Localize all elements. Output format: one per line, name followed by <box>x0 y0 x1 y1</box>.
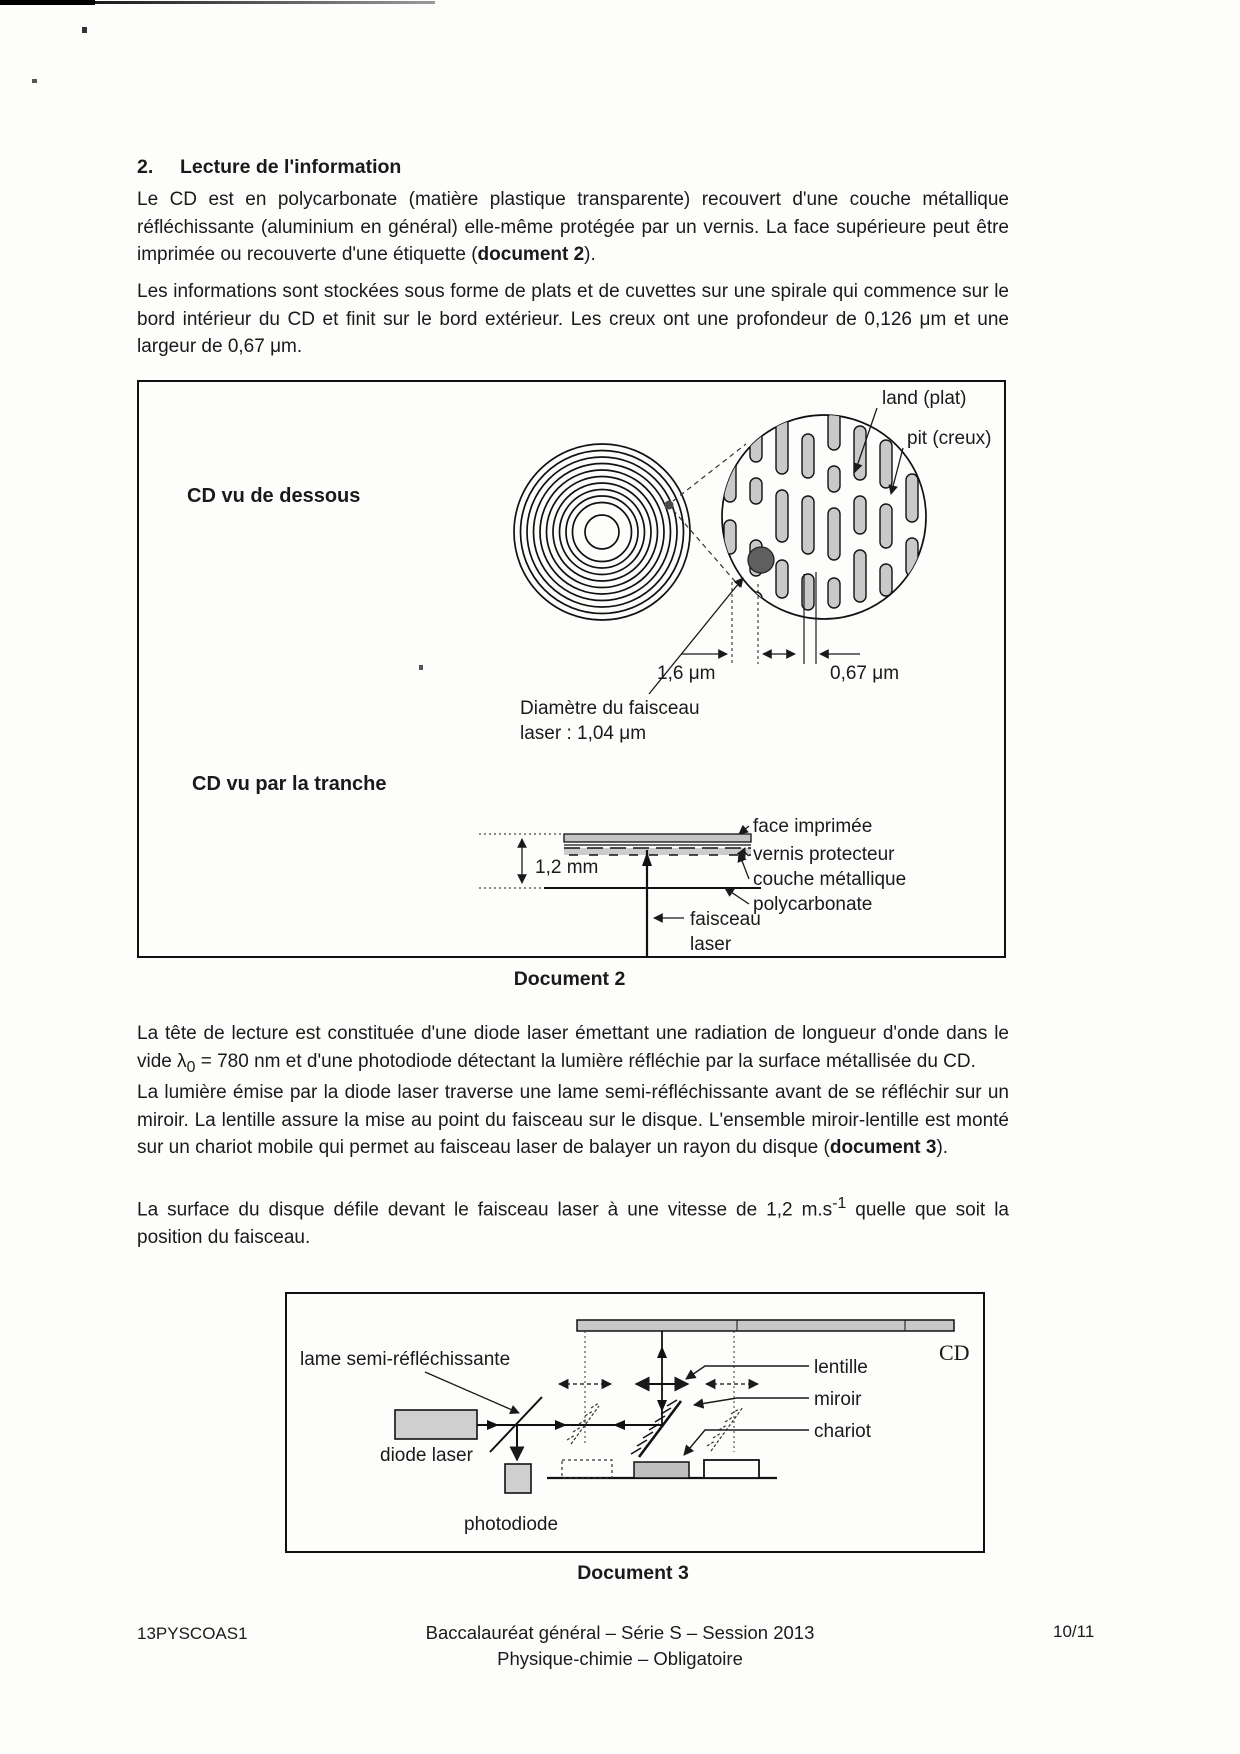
pit-label: pit (creux) <box>907 428 992 449</box>
mirror-label: miroir <box>814 1389 862 1410</box>
photodiode-box <box>505 1464 531 1493</box>
beam-splitter-label: lame semi-réfléchissante <box>300 1349 511 1370</box>
footer-page-number: 10/11 <box>1053 1622 1095 1641</box>
laser-beam <box>642 850 684 956</box>
section-title: Lecture de l'information <box>180 156 402 178</box>
pit-width-value: 0,67 μm <box>830 663 900 684</box>
footer-exam-code: 13PYSCOAS1 <box>137 1624 248 1643</box>
lens-leader <box>686 1366 809 1379</box>
land-label: land (plat) <box>882 388 967 409</box>
beam-diameter-label-line2: laser : 1,04 μm <box>520 723 647 744</box>
footer-center <box>320 1620 920 1672</box>
layer-label-printed-face: face imprimée <box>753 816 873 837</box>
lens-assembly-current <box>631 1331 688 1457</box>
document2-caption: Document 2 <box>513 968 626 990</box>
cd-spiral-drawing <box>514 444 690 620</box>
lens-assembly-ghost-left <box>559 1331 611 1444</box>
track-pitch-value: 1,6 μm <box>657 663 716 684</box>
laser-diode-label: diode laser <box>380 1445 473 1466</box>
cd-bottom-view-label: CD vu de dessous <box>187 485 361 507</box>
photodiode-label: photodiode <box>464 1514 559 1535</box>
scan-speck <box>82 27 87 33</box>
lens-assembly-ghost-right <box>706 1331 758 1452</box>
lens-label: lentille <box>814 1357 868 1378</box>
layer-label-varnish: vernis protecteur <box>753 844 895 865</box>
thickness-value: 1,2 mm <box>535 857 599 878</box>
carriage-rail <box>547 1460 777 1478</box>
carriage-label: chariot <box>814 1421 872 1442</box>
document3-diagram <box>287 1294 983 1551</box>
paragraph-optics: La lumière émise par la diode laser traverse une lame semi-réfléchissante avant de se réfléchir sur un miroir. La lentille assure la mise au point du faisceau sur le disque. L'ensemble miroir-lentille est monté sur un chariot mobile qui permet au faisceau laser de balayer un rayon du disque (document 3). <box>137 1082 1009 1158</box>
laser-diode-box <box>395 1410 477 1439</box>
scan-speck <box>419 665 423 670</box>
paragraph-cd-structure: Le CD est en polycarbonate (matière plastique transparente) recouvert d'une couche métallique réfléchissante (aluminium en général) elle-même protégée par un vernis. La face supérieure peut être imprimée ou recouverte d'une étiquette (document 2). <box>137 189 1009 265</box>
document3-caption: Document 3 <box>577 1562 689 1584</box>
paragraph-read-head: La tête de lecture est constituée d'une diode laser émettant une radiation de longueur d'onde dans le vide $\lambda_0 = 780$ nm et d'une photodiode détectant la lumière réfléchie par la surface métallisée du CD. <box>137 1023 1009 1076</box>
cd-edge-view-label: CD vu par la tranche <box>192 773 387 795</box>
scan-artifact-line <box>0 0 95 5</box>
beam-splitter-arrow <box>425 1372 519 1413</box>
layer-label-polycarbonate: polycarbonate <box>753 894 873 915</box>
section-number: 2. <box>137 156 154 178</box>
footer-exam-title: Baccalauréat général – Série S – Session 2013 <box>425 1622 815 1643</box>
paragraph-information-storage: Les informations sont stockées sous forme de plats et de cuvettes sur une spirale qui commence sur le bord intérieur du CD et finit sur le bord extérieur. Les creux ont une profondeur de 0,126 μm et une largeur de 0,67 μm. <box>137 281 1009 357</box>
laser-beam-horizontal <box>477 1420 664 1430</box>
section-heading <box>137 156 401 179</box>
footer-exam-subject: Physique-chimie – Obligatoire <box>497 1648 743 1669</box>
mirror-leader <box>694 1398 809 1405</box>
layer-label-metal: couche métallique <box>753 869 907 890</box>
document2-diagram <box>139 382 1004 956</box>
carriage-leader <box>684 1430 809 1455</box>
document3-figure <box>285 1292 985 1553</box>
beam-label-line1: faisceau <box>690 909 761 930</box>
laser-spot <box>748 547 774 573</box>
cd-label: CD <box>939 1340 970 1365</box>
beam-diameter-label-line1: Diamètre du faisceau <box>520 698 700 719</box>
scan-artifact-line-faint <box>95 1 435 4</box>
scan-speck <box>32 79 37 83</box>
cd-bar <box>577 1320 954 1331</box>
beam-label-line2: laser <box>690 934 732 955</box>
magnified-area-dot <box>665 501 674 510</box>
paragraph-disc-speed: La surface du disque défile devant le faisceau laser à une vitesse de 1,2 $m.s^{-1}$ quelle que soit la position du faisceau. <box>137 1195 1009 1248</box>
document2-figure <box>137 380 1006 958</box>
